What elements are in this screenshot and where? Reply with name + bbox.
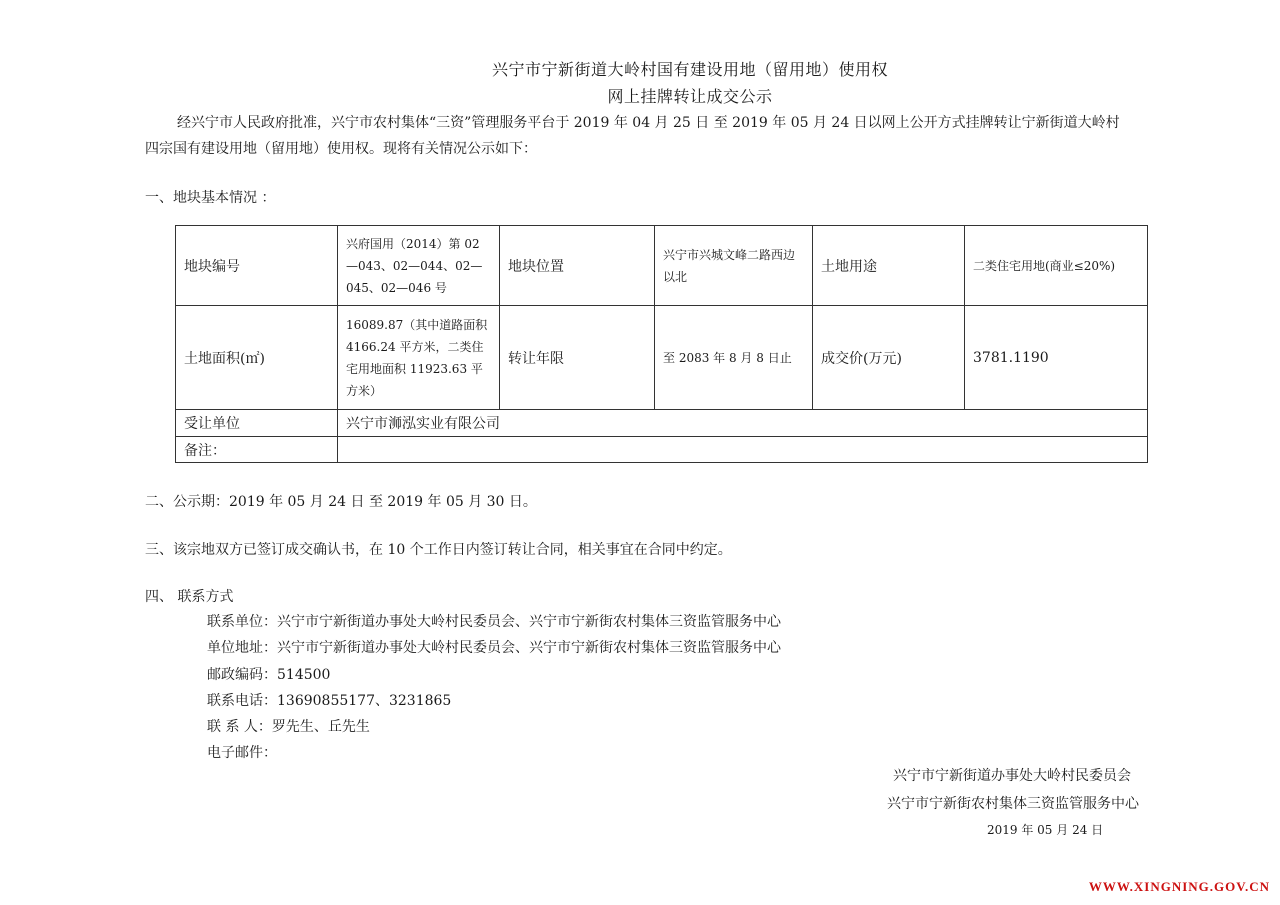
unit-address: 单位地址：兴宁市宁新街道办事处大岭村民委员会、兴宁市宁新街农村集体三资监管服务中心 (207, 640, 781, 656)
plot-id-label: 地块编号 (176, 226, 338, 306)
deal-price-label: 成交价(万元) (813, 306, 965, 410)
signature-org2: 兴宁市宁新街农村集体三资监管服务中心 (887, 796, 1139, 812)
section4-heading: 四、 联系方式 (145, 589, 234, 605)
land-area-label: 土地面积(㎡) (176, 306, 338, 410)
contact-phone: 联系电话：13690855177、3231865 (207, 693, 452, 709)
table-row (176, 410, 1148, 437)
signature-date: 2019 年 05 月 24 日 (987, 823, 1104, 837)
transfer-term-value: 至 2083 年 8 月 8 日止 (655, 306, 813, 410)
land-use-value: 二类住宅用地(商业≤20%) (965, 226, 1148, 306)
plot-location-label: 地块位置 (500, 226, 655, 306)
section2-publicity-period: 二、公示期：2019 年 05 月 24 日 至 2019 年 05 月 30 日。 (145, 494, 537, 510)
website-watermark: WWW.XINGNING.GOV.CN (1088, 879, 1270, 894)
contact-person: 联 系 人：罗先生、丘先生 (207, 719, 370, 735)
table-row (176, 437, 1148, 463)
contact-unit: 联系单位：兴宁市宁新街道办事处大岭村民委员会、兴宁市宁新街农村集体三资监管服务中心 (207, 614, 781, 630)
intro-line2: 四宗国有建设用地（留用地）使用权。现将有关情况公示如下： (145, 141, 537, 157)
signature-org1: 兴宁市宁新街道办事处大岭村民委员会 (893, 768, 1131, 784)
section3-contract-note: 三、该宗地双方已签订成交确认书，在 10 个工作日内签订转让合同，相关事宜在合同中约定。 (145, 542, 732, 558)
deal-price-value: 3781.1190 (965, 306, 1148, 410)
postcode: 邮政编码：514500 (207, 667, 331, 683)
remarks-value (338, 437, 1148, 463)
plot-id-value: 兴府国用（2014）第 02—043、02—044、02—045、02—046 号 (338, 226, 500, 306)
contact-email: 电子邮件： (207, 745, 277, 761)
transferee-value: 兴宁市浉泓实业有限公司 (338, 410, 1148, 437)
land-area-value: 16089.87（其中道路面积4166.24 平方米，二类住宅用地面积 11923.63 平方米） (338, 306, 500, 410)
intro-line1: 经兴宁市人民政府批准，兴宁市农村集体“三资”管理服务平台于 2019 年 04 月 25 日 至 2019 年 05 月 24 日以网上公开方式挂牌转让宁新街道大岭村 (177, 115, 1120, 131)
plot-location-value: 兴宁市兴城文峰二路西边以北 (655, 226, 813, 306)
section1-heading: 一、地块基本情况 ： (145, 190, 276, 206)
transfer-term-label: 转让年限 (500, 306, 655, 410)
document-title-line1: 兴宁市宁新街道大岭村国有建设用地（留用地）使用权 (491, 60, 888, 79)
transferee-label: 受让单位 (176, 410, 338, 437)
land-plot-table (175, 225, 1148, 463)
document-title-line2: 网上挂牌转让成交公示 (607, 87, 773, 106)
land-use-label: 土地用途 (813, 226, 965, 306)
table-row (176, 306, 1148, 410)
table-row (176, 226, 1148, 306)
remarks-label: 备注： (176, 437, 338, 463)
